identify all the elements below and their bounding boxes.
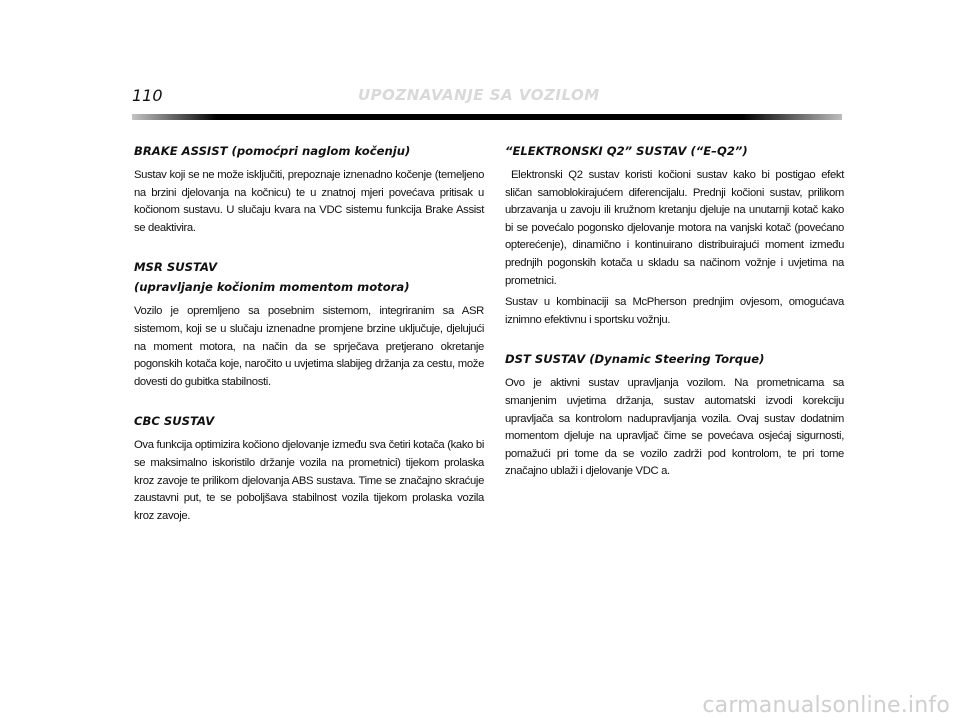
watermark: carmanualsonline.info [702, 693, 950, 718]
eq2-heading: “ELEKTRONSKI Q2” SUSTAV (“E–Q2”) [505, 144, 748, 158]
brake-assist-text: Sustav koji se ne može isključiti, prepoznaje iznenadno kočenje (temeljeno na brzini djelovanja na kočnicu) te u znatnoj mjeri povećava pritisak u kočionom sustavu. U slučaju kvara na VDC sistemu funkcija Brake Assist se deaktivira. [134, 169, 484, 234]
eq2-text: Elektronski Q2 sustav koristi kočioni sustav kako bi postigao efekt sličan samoblokirajućem diferencijalu. Prednji kočioni sustav, prilikom ubrzavanja u zavoju ili kružnom kretanju djeluje na unutarnji kotač kako bi se povećalo pogonsko djelovanje motora na vanjski kotač (povećano opterećenje), dinamično i kontinuirano distribuirajući moment između prednjih pogonskih kotača u skladu sa načinom vožnje i uvjetima na prometnici. [505, 169, 844, 287]
dst-heading: DST SUSTAV (Dynamic Steering Torque) [505, 352, 765, 367]
left-column [134, 143, 484, 547]
brake-assist-heading: BRAKE ASSIST (pomoćpri naglom kočenju) [134, 144, 411, 158]
cbc-text: Ova funkcija optimizira kočiono djelovanje između sva četiri kotača (kako bi se maksimalno iskoristilo držanje vozila na prometnici) tijekom prolaska kroz zavoje te prilikom djelovanja ABS sustava. Time se značajno skraćuje zaustavni put, te se poboljšava stabilnost vozila tijekom prolaska vozila kroz zavoje. [134, 439, 484, 522]
msr-subheading: (upravljanje kočionim momentom motora) [134, 280, 410, 295]
dst-text: Ovo je aktivni sustav upravljanja vozilom. Na prometnicama sa smanjenim uvjetima držanja, sustav automatski izvodi korekciju upravljača sa kontrolom nadupravljanja vozila. Ovaj sustav dodatnim momentom djeluje na upravljač čime se povećava osjećaj sigurnosti, pomažući pri tome da se vozilo zadrži pod kontrolom, te pri tome značajno ublaži i djelovanje VDC a. [505, 377, 844, 478]
msr-heading: MSR SUSTAV [134, 260, 218, 275]
eq2-section [505, 143, 844, 329]
cbc-heading: CBC SUSTAV [134, 414, 215, 429]
brake-assist-section [134, 143, 484, 237]
eq2-text-2: Sustav u kombinaciji sa McPherson prednjim ovjesom, omogućava iznimno efektivnu i sportsku vožnju. [505, 296, 844, 326]
msr-section [134, 259, 484, 391]
dst-section [505, 351, 844, 481]
right-column [505, 143, 844, 503]
msr-text: Vozilo je opremljeno sa posebnim sistemom, integriranim sa ASR sistemom, koji se u slučaju iznenadne promjene brzine uključuje, djelujući na moment motora, na način da se sprječava pretjerano okretanje pogonskih kotača koje, naročito u uvjetima slabijeg držanja za cestu, može dovesti do gubitka stabilnosti. [134, 305, 484, 388]
cbc-section [134, 413, 484, 525]
page-header-title: UPOZNAVANJE SA VOZILOM [358, 86, 600, 104]
header-rule [132, 114, 842, 120]
page-number: 110 [132, 86, 163, 105]
